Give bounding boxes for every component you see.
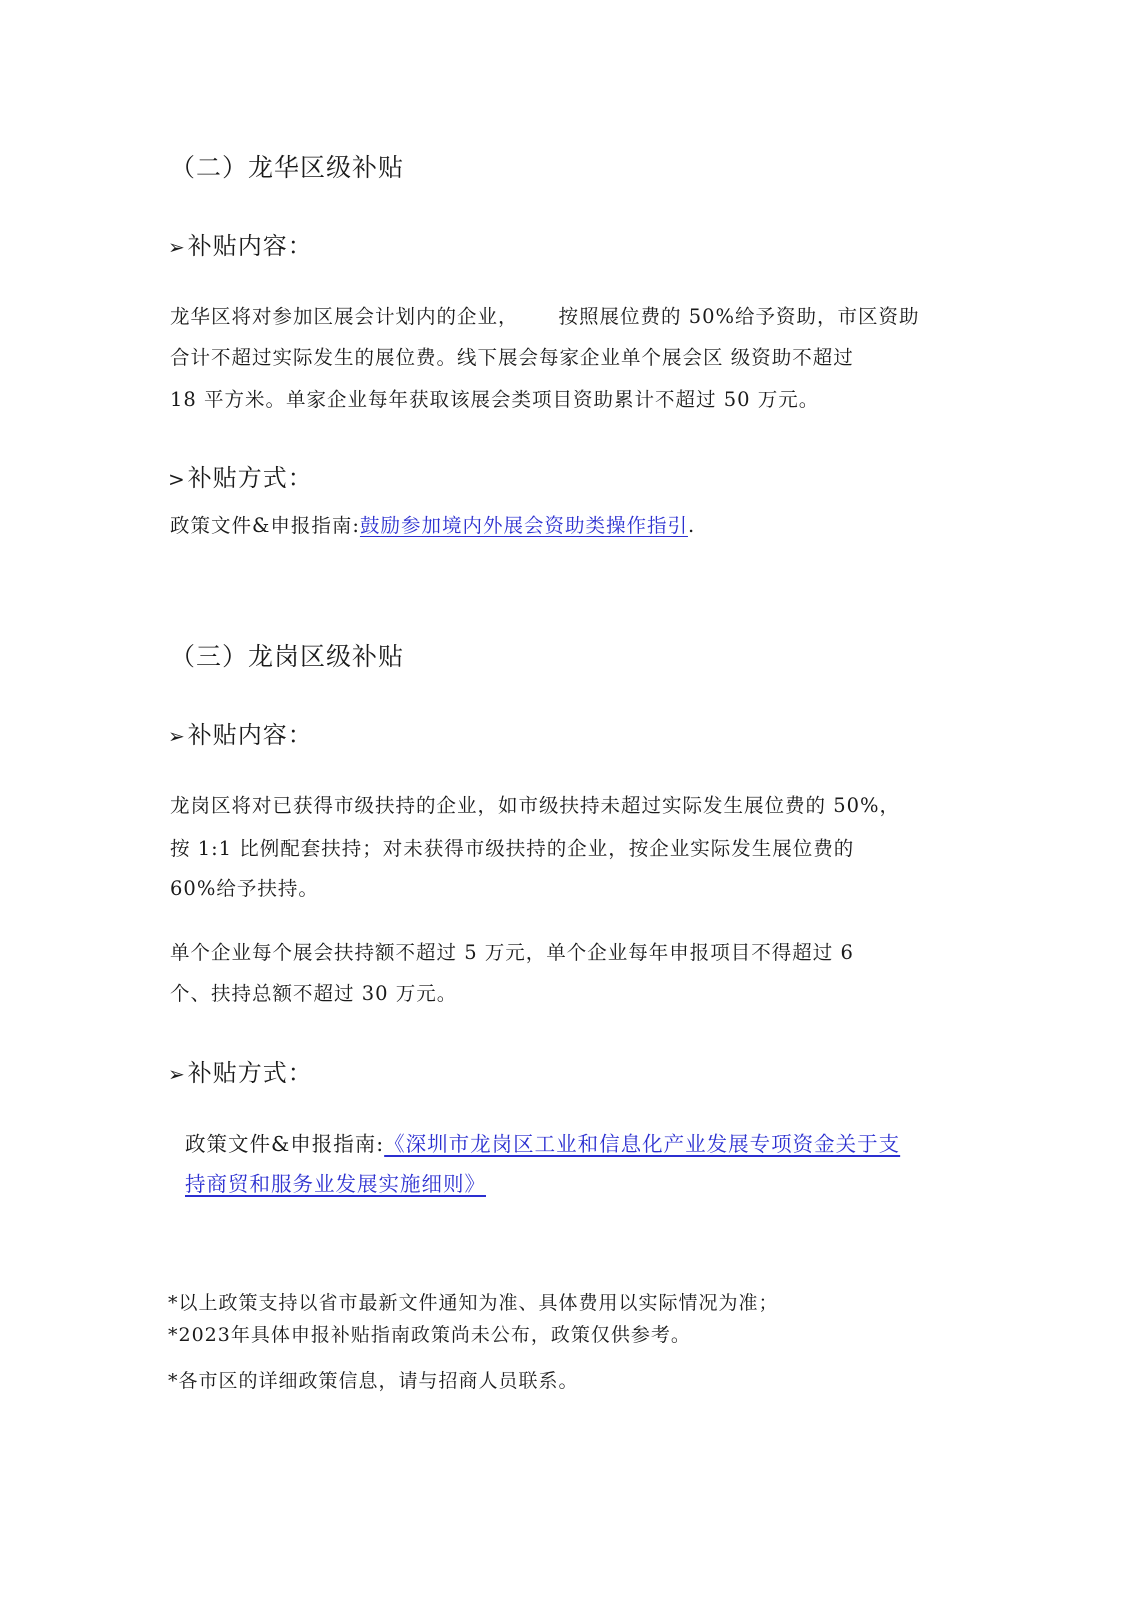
- longgang-heading: （三）龙岗区级补贴: [170, 642, 405, 671]
- longgang-p1-line-1: 龙岗区将对已获得市级扶持的企业，如市级扶持未超过实际发生展位费的 50%，: [170, 794, 901, 817]
- longgang-policy-line-1: [185, 1127, 900, 1157]
- longhua-policy-line: [170, 510, 695, 538]
- note-3: *各市区的详细政策信息，请与招商人员联系。: [168, 1370, 579, 1392]
- longhua-line-1b: 按照展位费的 50%给予资助，市区资助: [558, 305, 920, 328]
- longgang-p2-line-2: 个、扶持总额不超过 30 万元。: [170, 982, 458, 1005]
- longgang-policy-link-part1[interactable]: 《深圳市龙岗区工业和信息化产业发展专项资金关于支: [384, 1132, 901, 1156]
- longhua-line-1: [170, 301, 920, 329]
- arrowhead-bullet-icon: ➢: [168, 1062, 186, 1086]
- longhua-method-label: [168, 458, 313, 493]
- arrowhead-bullet-icon: ➢: [168, 724, 186, 748]
- arrowhead-bullet-icon: ➢: [168, 235, 186, 259]
- longgang-content-label-text: 补贴内容：: [187, 721, 313, 749]
- longhua-content-label: [168, 226, 313, 261]
- longhua-line-1a: 龙华区将对参加区展会计划内的企业，: [170, 305, 519, 328]
- longhua-heading: （二）龙华区级补贴: [170, 153, 405, 182]
- longhua-method-label-text: 补贴方式：: [187, 464, 313, 492]
- longgang-p1-line-2: 按 1:1 比例配套扶持；对未获得市级扶持的企业，按企业实际发生展位费的: [170, 837, 855, 860]
- longgang-p1-line-3: 60%给予扶持。: [170, 877, 319, 900]
- chevron-right-bullet-icon: >: [168, 467, 186, 491]
- longhua-line-2: 合计不超过实际发生的展位费。线下展会每家企业单个展会区 级资助不超过: [170, 346, 854, 369]
- longhua-policy-prefix: 政策文件&申报指南:: [170, 514, 360, 537]
- longgang-policy-prefix: 政策文件&申报指南:: [185, 1132, 385, 1156]
- note-1: *以上政策支持以省市最新文件通知为准、具体费用以实际情况为准；: [168, 1292, 779, 1314]
- longgang-method-label-text: 补贴方式：: [187, 1059, 313, 1087]
- longhua-policy-suffix: .: [687, 514, 696, 537]
- longgang-content-label: [168, 715, 313, 750]
- longhua-line-3: 18 平方米。单家企业每年获取该展会类项目资助累计不超过 50 万元。: [170, 388, 820, 411]
- note-2: *2023年具体申报补贴指南政策尚未公布，政策仅供参考。: [168, 1324, 691, 1346]
- longgang-method-label: [168, 1053, 313, 1088]
- longgang-policy-link-part2[interactable]: 持商贸和服务业发展实施细则》: [185, 1172, 486, 1196]
- longhua-policy-link[interactable]: 鼓励参加境内外展会资助类操作指引: [359, 514, 688, 537]
- longgang-p2-line-1: 单个企业每个展会扶持额不超过 5 万元，单个企业每年申报项目不得超过 6: [170, 941, 854, 964]
- longhua-content-label-text: 补贴内容：: [187, 232, 313, 260]
- longgang-policy-line-2: [185, 1167, 486, 1197]
